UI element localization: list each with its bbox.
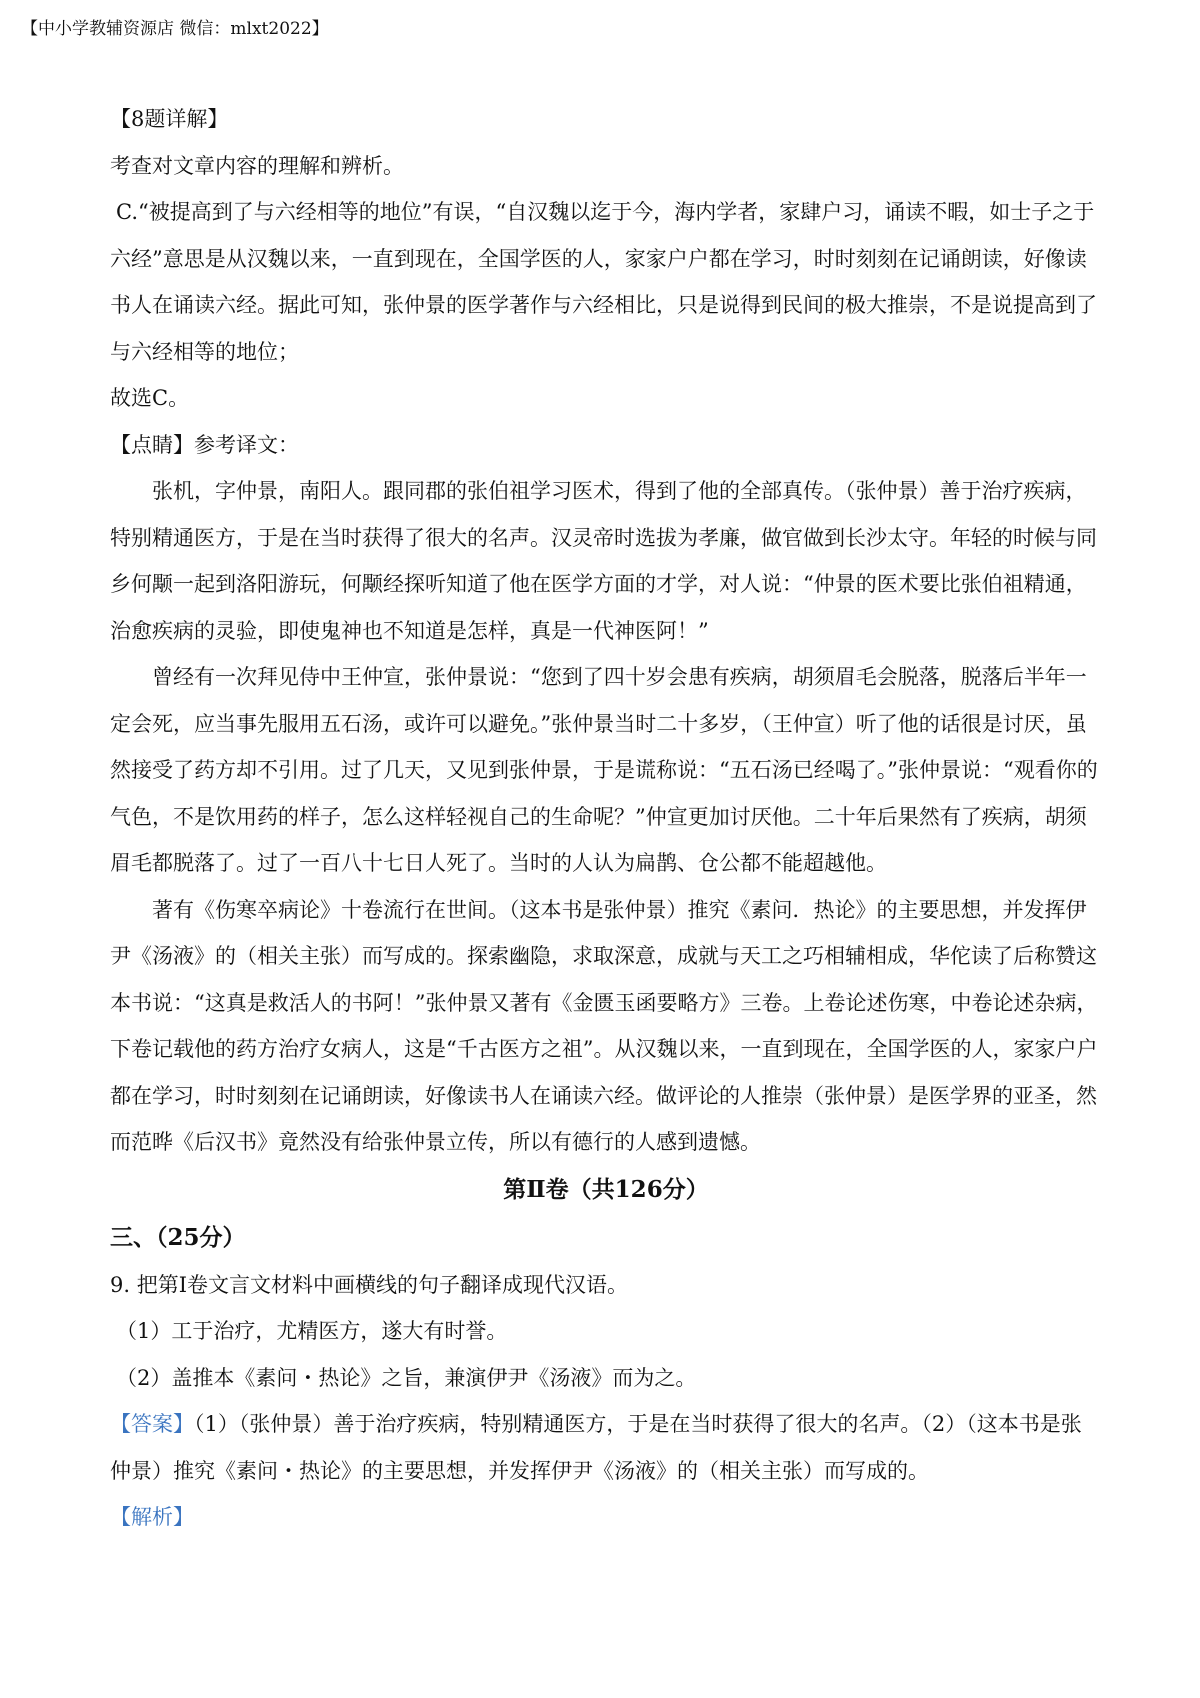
q8-tip-label: 【点睛】参考译文： xyxy=(110,432,299,457)
translation-paragraph-1: 张机，字仲景，南阳人。跟同郡的张伯祖学习医术，得到了他的全部真传。（张仲景）善于治疗疾病，特别精通医方，于是在当时获得了很大的名声。汉灵帝时选拔为孝廉，做官做到长沙太守。年轻的时候与同乡何颙一起到洛阳游玩，何颙经探听知道了他在医学方面的才学，对人说：“仲景的医术要比张伯祖精通，治愈疾病的灵验，即使鬼神也不知道是怎样，真是一代神医阿！” xyxy=(110,479,1097,643)
q9-item-1: （1）工于治疗，尤精医方，遂大有时誉。 xyxy=(116,1319,508,1343)
q9-prompt: 9. 把第Ⅰ卷文言文材料中画横线的句子翻译成现代汉语。 xyxy=(110,1272,629,1297)
q8-intro: 考查对文章内容的理解和辨析。 xyxy=(110,153,404,178)
q8-detail-label: 【8题详解】 xyxy=(110,107,229,131)
document-body xyxy=(110,96,1102,1541)
q8-analysis: C.“被提高到了与六经相等的地位”有误，“自汉魏以迄于今，海内学者，家肆户习，诵读不暇，如士子之于六经”意思是从汉魏以来，一直到现在，全国学医的人，家家户户都在学习，时时刻刻在记诵朗读，好像读书人在诵读六经。据此可知，张仲景的医学著作与六经相比，只是说得到民间的极大推崇，不是说提高到了与六经相等的地位； xyxy=(110,200,1097,364)
section-3-heading: 三、（25分） xyxy=(110,1223,246,1251)
q9-answer xyxy=(110,1401,1102,1494)
analysis-label: 【解析】 xyxy=(110,1505,194,1529)
part-2-heading: 第Ⅱ卷（共126分） xyxy=(503,1175,709,1203)
q9-item-2: （2）盖推本《素问・热论》之旨，兼演伊尹《汤液》而为之。 xyxy=(116,1365,697,1390)
answer-label: 【答案】 xyxy=(110,1412,194,1436)
watermark-text: 【中小学教辅资源店 微信：mlxt2022】 xyxy=(21,19,329,39)
translation-paragraph-3: 著有《伤寒卒病论》十卷流行在世间。（这本书是张仲景）推究《素问．热论》的主要思想，并发挥伊尹《汤液》的（相关主张）而写成的。探索幽隐，求取深意，成就与天工之巧相辅相成，华佗读了后称赞这本书说：“这真是救活人的书阿！”张仲景又著有《金匮玉函要略方》三卷。上卷论述伤寒，中卷论述杂病，下卷记载他的药方治疗女病人，这是“千古医方之祖”。从汉魏以来，一直到现在，全国学医的人，家家户户都在学习，时时刻刻在记诵朗读，好像读书人在诵读六经。做评论的人推崇（张仲景）是医学界的亚圣，然而范晔《后汉书》竟然没有给张仲景立传，所以有德行的人感到遗憾。 xyxy=(110,897,1098,1154)
answer-text: （1）（张仲景）善于治疗疾病，特别精通医方，于是在当时获得了很大的名声。（2）（这本书是张仲景）推究《素问・热论》的主要思想，并发挥伊尹《汤液》的（相关主张）而写成的。 xyxy=(110,1412,1082,1483)
translation-paragraph-2: 曾经有一次拜见侍中王仲宣，张仲景说：“您到了四十岁会患有疾病，胡须眉毛会脱落，脱落后半年一定会死，应当事先服用五石汤，或许可以避免。”张仲景当时二十多岁，（王仲宣）听了他的话很是讨厌，虽然接受了药方却不引用。过了几天，又见到张仲景，于是谎称说：“五石汤已经喝了。”张仲景说：“观看你的气色，不是饮用药的样子，怎么这样轻视自己的生命呢？”仲宣更加讨厌他。二十年后果然有了疾病，胡须眉毛都脱落了。过了一百八十七日人死了。当时的人认为扁鹊、仓公都不能超越他。 xyxy=(110,665,1098,875)
q8-conclusion: 故选C。 xyxy=(110,386,190,410)
